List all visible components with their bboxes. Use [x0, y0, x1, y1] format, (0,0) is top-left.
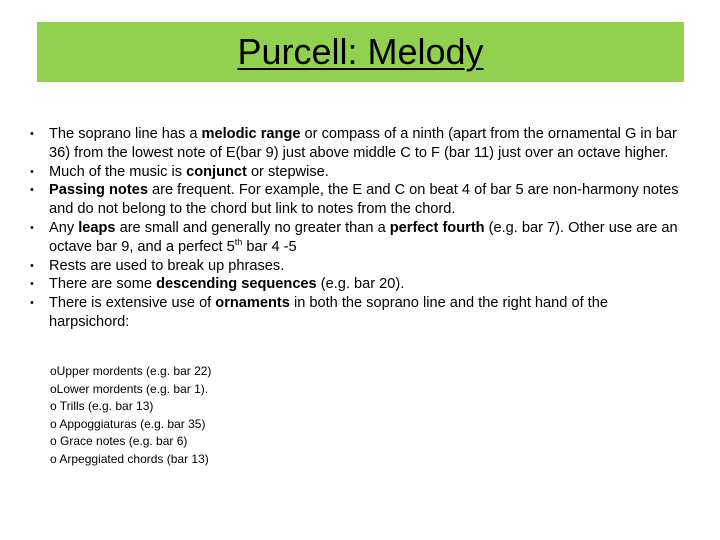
bullet-emphasis-text: Passing notes	[49, 182, 148, 199]
bullet-item	[30, 275, 690, 294]
bullet-text: Rests are used to break up phrases.	[49, 257, 285, 274]
bullet-dot-icon: •	[30, 297, 34, 310]
ornament-sub-item: oLower mordents (e.g. bar 1).	[50, 381, 209, 396]
bullet-dot-icon: •	[30, 221, 34, 234]
bullet-emphasis-text: conjunct	[186, 163, 247, 180]
bullet-text: Much of the music is	[49, 163, 187, 180]
bullet-text: th	[234, 236, 243, 247]
bullet-text: in both the soprano line and the right hand of the harpsichord:	[49, 295, 608, 330]
bullet-emphasis-text: leaps	[78, 219, 116, 236]
bullet-dot-icon: •	[30, 184, 34, 197]
bullet-text: Any	[49, 219, 79, 236]
bullet-text: or stepwise.	[246, 163, 329, 180]
bullet-item	[30, 257, 690, 276]
ornament-sub-list	[50, 363, 211, 469]
bullet-text: There is extensive use of	[49, 295, 216, 312]
bullet-text: (e.g. bar 7). Other use are an octave bar 9, and a perfect 5	[49, 219, 678, 255]
bullet-item	[30, 219, 690, 257]
ornament-sub-item: o Appoggiaturas (e.g. bar 35)	[50, 416, 206, 431]
bullet-text: are small and generally no greater than a	[115, 219, 390, 236]
bullet-emphasis-text: perfect fourth	[389, 219, 485, 236]
bullet-text: The soprano line has a	[49, 126, 202, 142]
bullet-item	[30, 163, 690, 182]
bullet-dot-icon: •	[30, 259, 34, 272]
title-banner	[37, 22, 684, 82]
bullet-text: or compass of a ninth (apart from the ornamental G in bar 36) from the lowest note of E(bar 9) just above middle C to F (bar 11) just over an octave higher.	[49, 126, 677, 161]
bullet-text: (e.g. bar 20).	[316, 276, 405, 293]
bullet-emphasis-text: melodic range	[201, 126, 301, 142]
bullet-dot-icon: •	[30, 165, 34, 178]
bullet-emphasis-text: descending sequences	[156, 276, 317, 293]
bullet-item	[30, 294, 690, 332]
ornament-sub-item: oUpper mordents (e.g. bar 22)	[50, 364, 212, 378]
ornament-sub-item: o Arpeggiated chords (bar 13)	[50, 451, 209, 466]
bullet-text: bar 4 -5	[242, 238, 297, 255]
bullet-text: There are some	[49, 276, 157, 293]
ornament-sub-item: o Trills (e.g. bar 13)	[50, 399, 154, 414]
bullet-item	[30, 181, 690, 219]
bullet-dot-icon: •	[30, 128, 34, 140]
bullet-text: are frequent. For example, the E and C on beat 4 of bar 5 are non-harmony notes and do not belong to the chord but link to notes from the chord.	[49, 182, 679, 218]
bullet-list	[30, 125, 690, 332]
ornament-sub-item: o Grace notes (e.g. bar 6)	[50, 434, 188, 449]
bullet-emphasis-text: ornaments	[215, 295, 290, 312]
bullet-item	[30, 125, 690, 163]
page-title: Purcell: Melody	[237, 31, 484, 72]
bullet-dot-icon: •	[30, 278, 34, 291]
